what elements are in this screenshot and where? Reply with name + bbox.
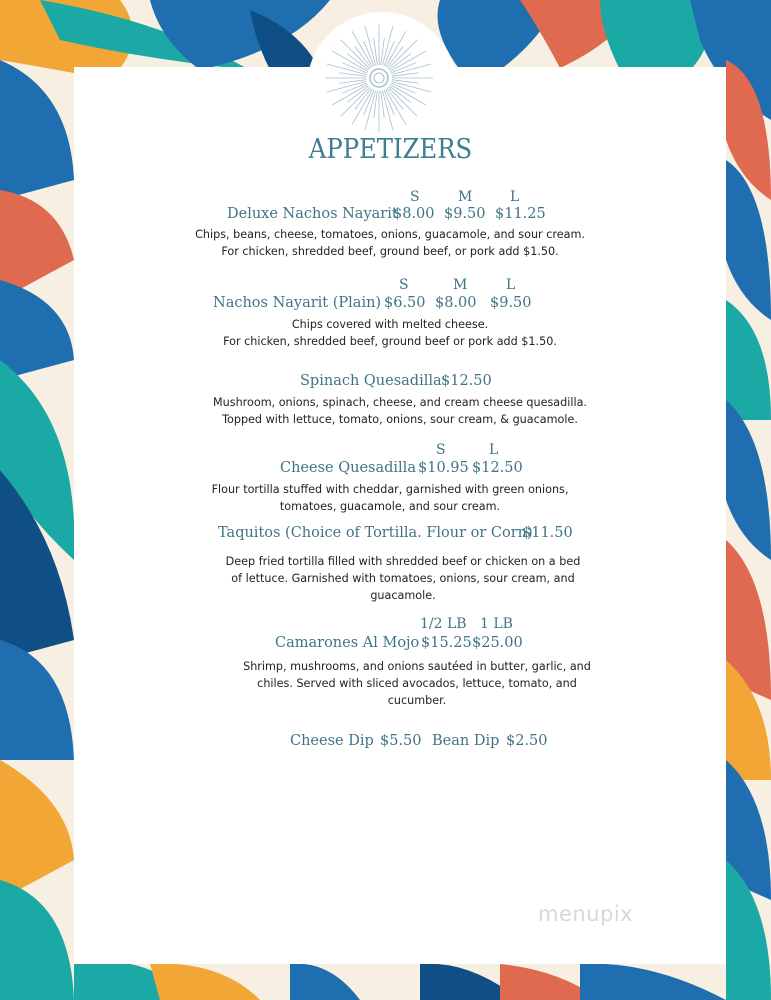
sunburst-ray	[365, 91, 376, 131]
menu-item-price: $12.50	[441, 373, 492, 389]
menu-item-name: Spinach Quesadilla	[300, 373, 442, 389]
menu-item-name: Nachos Nayarit (Plain)	[213, 295, 382, 311]
size-label: S	[436, 442, 446, 458]
menu-item-name: Cheese Dip	[290, 733, 374, 749]
size-label: 1 LB	[480, 616, 513, 632]
sunburst-ray	[365, 26, 376, 66]
menu-item-price: $5.50	[380, 733, 422, 749]
menu-item-price: $6.50	[384, 295, 426, 311]
page-title: APPETIZERS	[308, 134, 473, 165]
size-label: L	[510, 189, 520, 205]
menu-item-description: Flour tortilla stuffed with cheddar, garnished with green onions, tomatoes, guacamole, and sour cream.	[211, 483, 569, 513]
menu-item-description: Deep fried tortilla filled with shredded beef or chicken on a bed of lettuce. Garnished with tomatoes, onions, sour cream, and guacamole.	[225, 555, 581, 602]
sunburst-ray	[392, 64, 432, 75]
menu-item-description: Chips, beans, cheese, tomatoes, onions, guacamole, and sour cream. For chicken, shredded beef, ground beef, or pork add $1.50.	[195, 228, 585, 258]
menu-item-price: $25.00	[472, 635, 523, 651]
sunburst-ray	[327, 81, 367, 92]
size-label: S	[399, 277, 409, 293]
menu-item-price: $11.25	[495, 206, 546, 222]
sunburst-ray	[392, 81, 432, 92]
menu-item-price: $9.50	[444, 206, 486, 222]
size-label: S	[410, 189, 420, 205]
watermark-logo: menupix	[538, 902, 634, 926]
size-label: L	[506, 277, 516, 293]
menu-item-price: $8.00	[435, 295, 477, 311]
menu-item-price: $9.50	[490, 295, 532, 311]
menu-item-price: $15.25	[421, 635, 472, 651]
size-label: 1/2 LB	[420, 616, 467, 632]
menu-panel	[74, 67, 726, 964]
menu-item-price: $11.50	[522, 525, 573, 541]
menu-item-price: $2.50	[506, 733, 548, 749]
sunburst-ray	[382, 26, 393, 66]
menu-item-description: Chips covered with melted cheese. For chicken, shredded beef, ground beef or pork add $1.50.	[223, 318, 557, 348]
menu-item-price: $12.50	[472, 460, 523, 476]
menu-item-name: Camarones Al Mojo	[275, 635, 420, 651]
menu-item-description: Shrimp, mushrooms, and onions sautéed in butter, garlic, and chiles. Served with sliced avocados, lettuce, tomato, and cucumber.	[243, 660, 591, 707]
menu-item-name: Bean Dip	[432, 733, 500, 749]
sunburst-ray	[327, 64, 367, 75]
menu-item-description: Mushroom, onions, spinach, cheese, and cream cheese quesadilla. Topped with lettuce, tomato, onions, sour cream, & guacamole.	[213, 396, 587, 426]
menu-item-price: $8.00	[393, 206, 435, 222]
sunburst-icon	[323, 22, 435, 134]
menu-item-name: Cheese Quesadilla	[280, 460, 416, 476]
menu-item-name: Taquitos (Choice of Tortilla. Flour or Corn)	[218, 525, 533, 541]
size-label: M	[453, 277, 468, 293]
menu-item-price: $10.95	[418, 460, 469, 476]
size-label: M	[458, 189, 473, 205]
sunburst-ray	[382, 91, 393, 131]
size-label: L	[489, 442, 499, 458]
menu-item-name: Deluxe Nachos Nayarit	[227, 206, 398, 222]
